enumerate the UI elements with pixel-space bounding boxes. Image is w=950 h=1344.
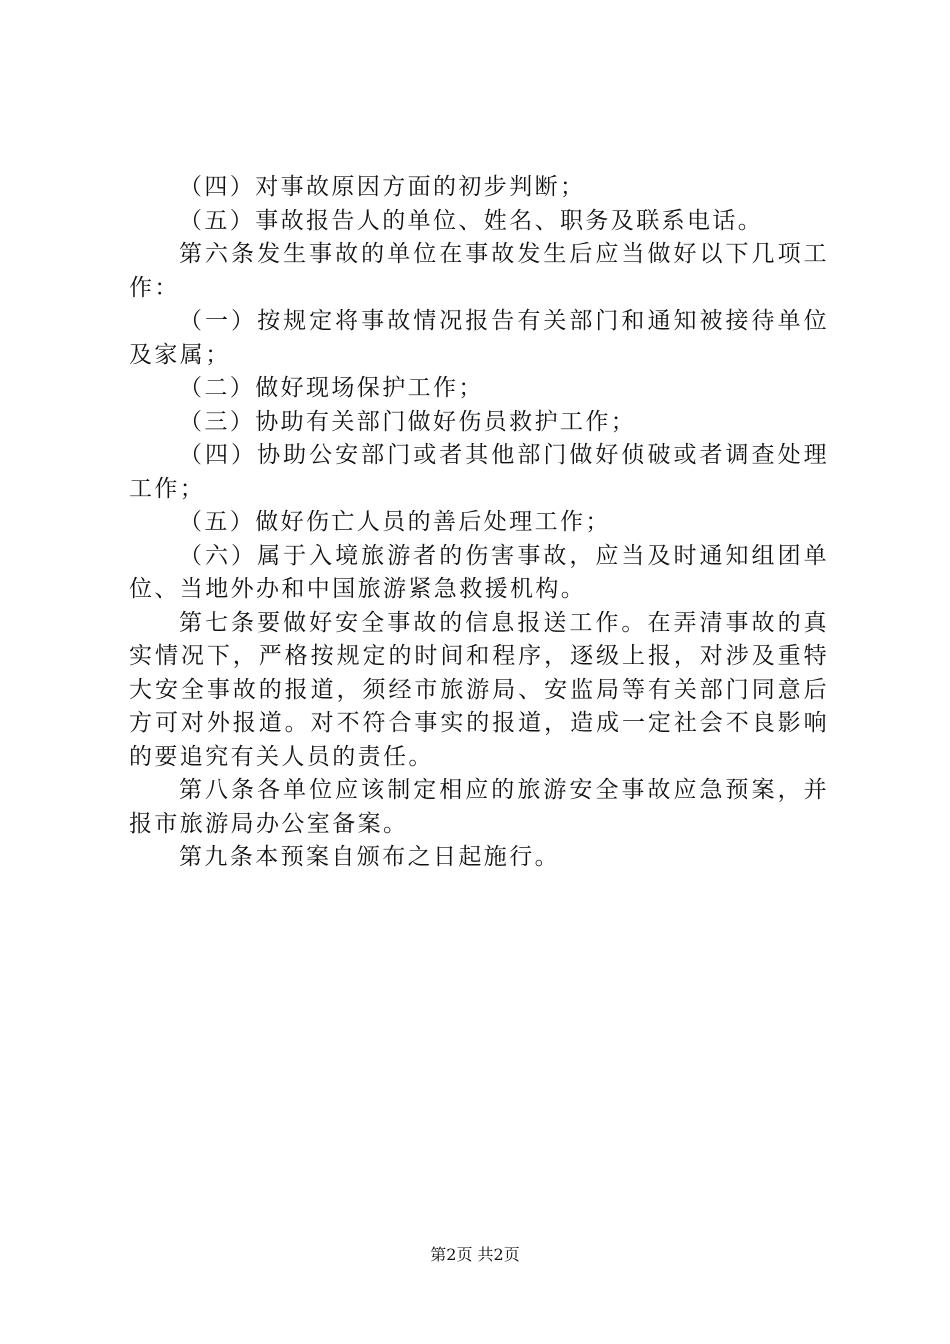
- paragraph-article-6-item-4: （四）协助公安部门或者其他部门做好侦破或者调查处理工作；: [129, 442, 829, 502]
- paragraph-article-6-item-1: （一）按规定将事故情况报告有关部门和通知被接待单位及家属；: [129, 308, 829, 368]
- paragraph-article-7: 第七条要做好安全事故的信息报送工作。在弄清事故的真实情况下，严格按规定的时间和程序，逐级上报，对涉及重特大安全事故的报道，须经市旅游局、安监局等有关部门同意后方可对外报道。对不符合事实的报道，造成一定社会不良影响的要追究有关人员的责任。: [129, 609, 829, 770]
- paragraph-item-4-cause: （四）对事故原因方面的初步判断；: [179, 174, 586, 200]
- paragraph-item-5-reporter: （五）事故报告人的单位、姓名、职务及联系电话。: [179, 207, 764, 234]
- paragraph-article-8: 第八条各单位应该制定相应的旅游安全事故应急预案，并报市旅游局办公室备案。: [129, 777, 829, 837]
- paragraph-article-6-item-6: （六）属于入境旅游者的伤害事故，应当及时通知组团单位、当地外办和中国旅游紧急救援机构。: [129, 542, 829, 602]
- paragraph-article-6-item-3: （三）协助有关部门做好伤员救护工作；: [179, 408, 637, 435]
- paragraph-article-9: 第九条本预案自颁布之日起施行。: [179, 844, 560, 870]
- paragraph-article-6: 第六条发生事故的单位在事故发生后应当做好以下几项工作：: [129, 241, 829, 301]
- page-number-footer: 第2页 共2页: [430, 1245, 520, 1264]
- document-body: [129, 171, 829, 875]
- paragraph-article-6-item-5: （五）做好伤亡人员的善后处理工作；: [179, 509, 611, 535]
- paragraph-article-6-item-2: （二）做好现场保护工作；: [179, 375, 484, 401]
